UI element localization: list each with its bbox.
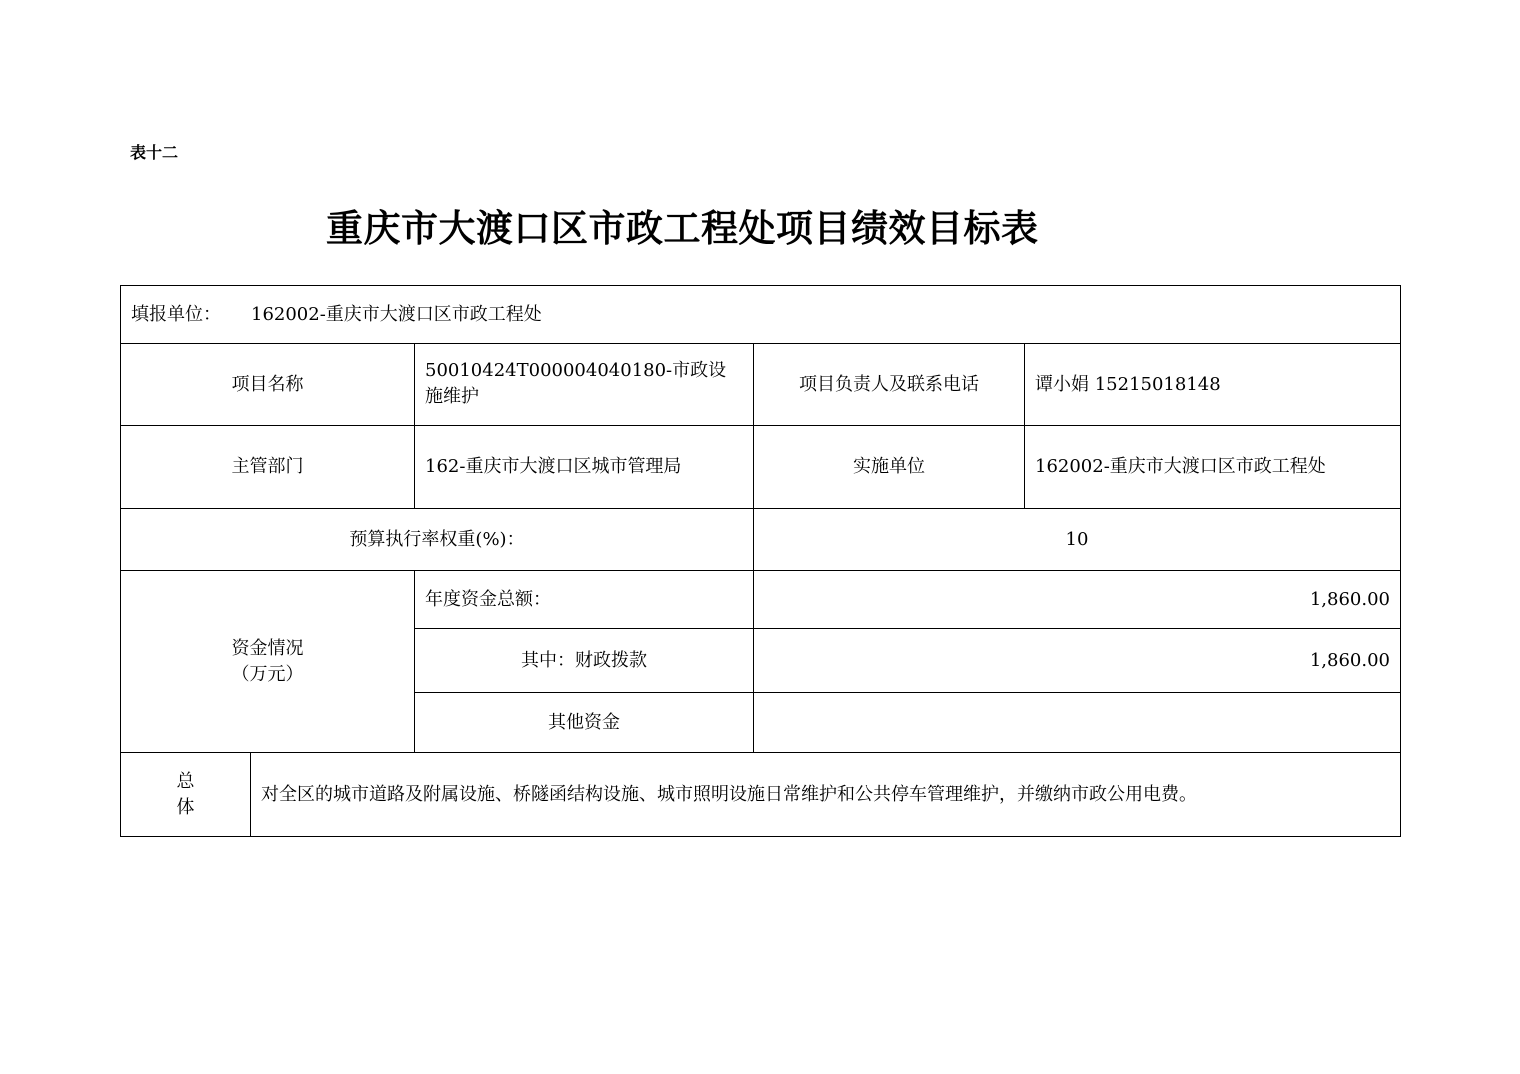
funds-label-line2: （万元） bbox=[231, 663, 304, 685]
annual-funds-value: 1,860.00 bbox=[754, 571, 1401, 629]
overall-label-line1: 总 bbox=[176, 770, 195, 792]
funds-label bbox=[121, 571, 415, 753]
project-leader-label: 项目负责人及联系电话 bbox=[754, 344, 1025, 426]
overall-target-value: 对全区的城市道路及附属设施、桥隧函结构设施、城市照明设施日常维护和公共停车管理维护，并缴纳市政公用电费。 bbox=[251, 753, 1401, 837]
filling-unit-cell bbox=[121, 286, 1401, 344]
overall-label-line2: 体 bbox=[176, 796, 195, 818]
overall-label bbox=[121, 753, 251, 837]
filling-unit-label: 填报单位： bbox=[131, 303, 221, 325]
project-leader-value: 谭小娟 15215018148 bbox=[1025, 344, 1401, 426]
other-funds-label: 其他资金 bbox=[415, 693, 754, 753]
overall-row bbox=[121, 753, 1401, 837]
page-title: 重庆市大渡口区市政工程处项目绩效目标表 bbox=[326, 206, 1039, 250]
implementing-unit-label: 实施单位 bbox=[754, 426, 1025, 509]
filling-unit-row bbox=[121, 286, 1401, 344]
project-row bbox=[121, 344, 1401, 426]
table-number: 表十二 bbox=[130, 143, 179, 162]
filling-unit-value: 162002-重庆市大渡口区市政工程处 bbox=[251, 303, 542, 325]
fiscal-funds-label: 其中：财政拨款 bbox=[415, 629, 754, 693]
project-name-value: 50010424T000004040180-市政设施维护 bbox=[415, 344, 754, 426]
implementing-unit-value: 162002-重庆市大渡口区市政工程处 bbox=[1025, 426, 1401, 509]
budget-row bbox=[121, 509, 1401, 571]
project-name-label: 项目名称 bbox=[121, 344, 415, 426]
funds-annual-row bbox=[121, 571, 1401, 629]
funds-label-line1: 资金情况 bbox=[231, 637, 304, 659]
budget-weight-label: 预算执行率权重(%)： bbox=[121, 509, 754, 571]
fiscal-funds-value: 1,860.00 bbox=[754, 629, 1401, 693]
annual-funds-label: 年度资金总额： bbox=[415, 571, 754, 629]
department-value: 162-重庆市大渡口区城市管理局 bbox=[415, 426, 754, 509]
department-row bbox=[121, 426, 1401, 509]
other-funds-value bbox=[754, 693, 1401, 753]
budget-weight-value: 10 bbox=[754, 509, 1401, 571]
department-label: 主管部门 bbox=[121, 426, 415, 509]
performance-target-table bbox=[120, 285, 1401, 837]
